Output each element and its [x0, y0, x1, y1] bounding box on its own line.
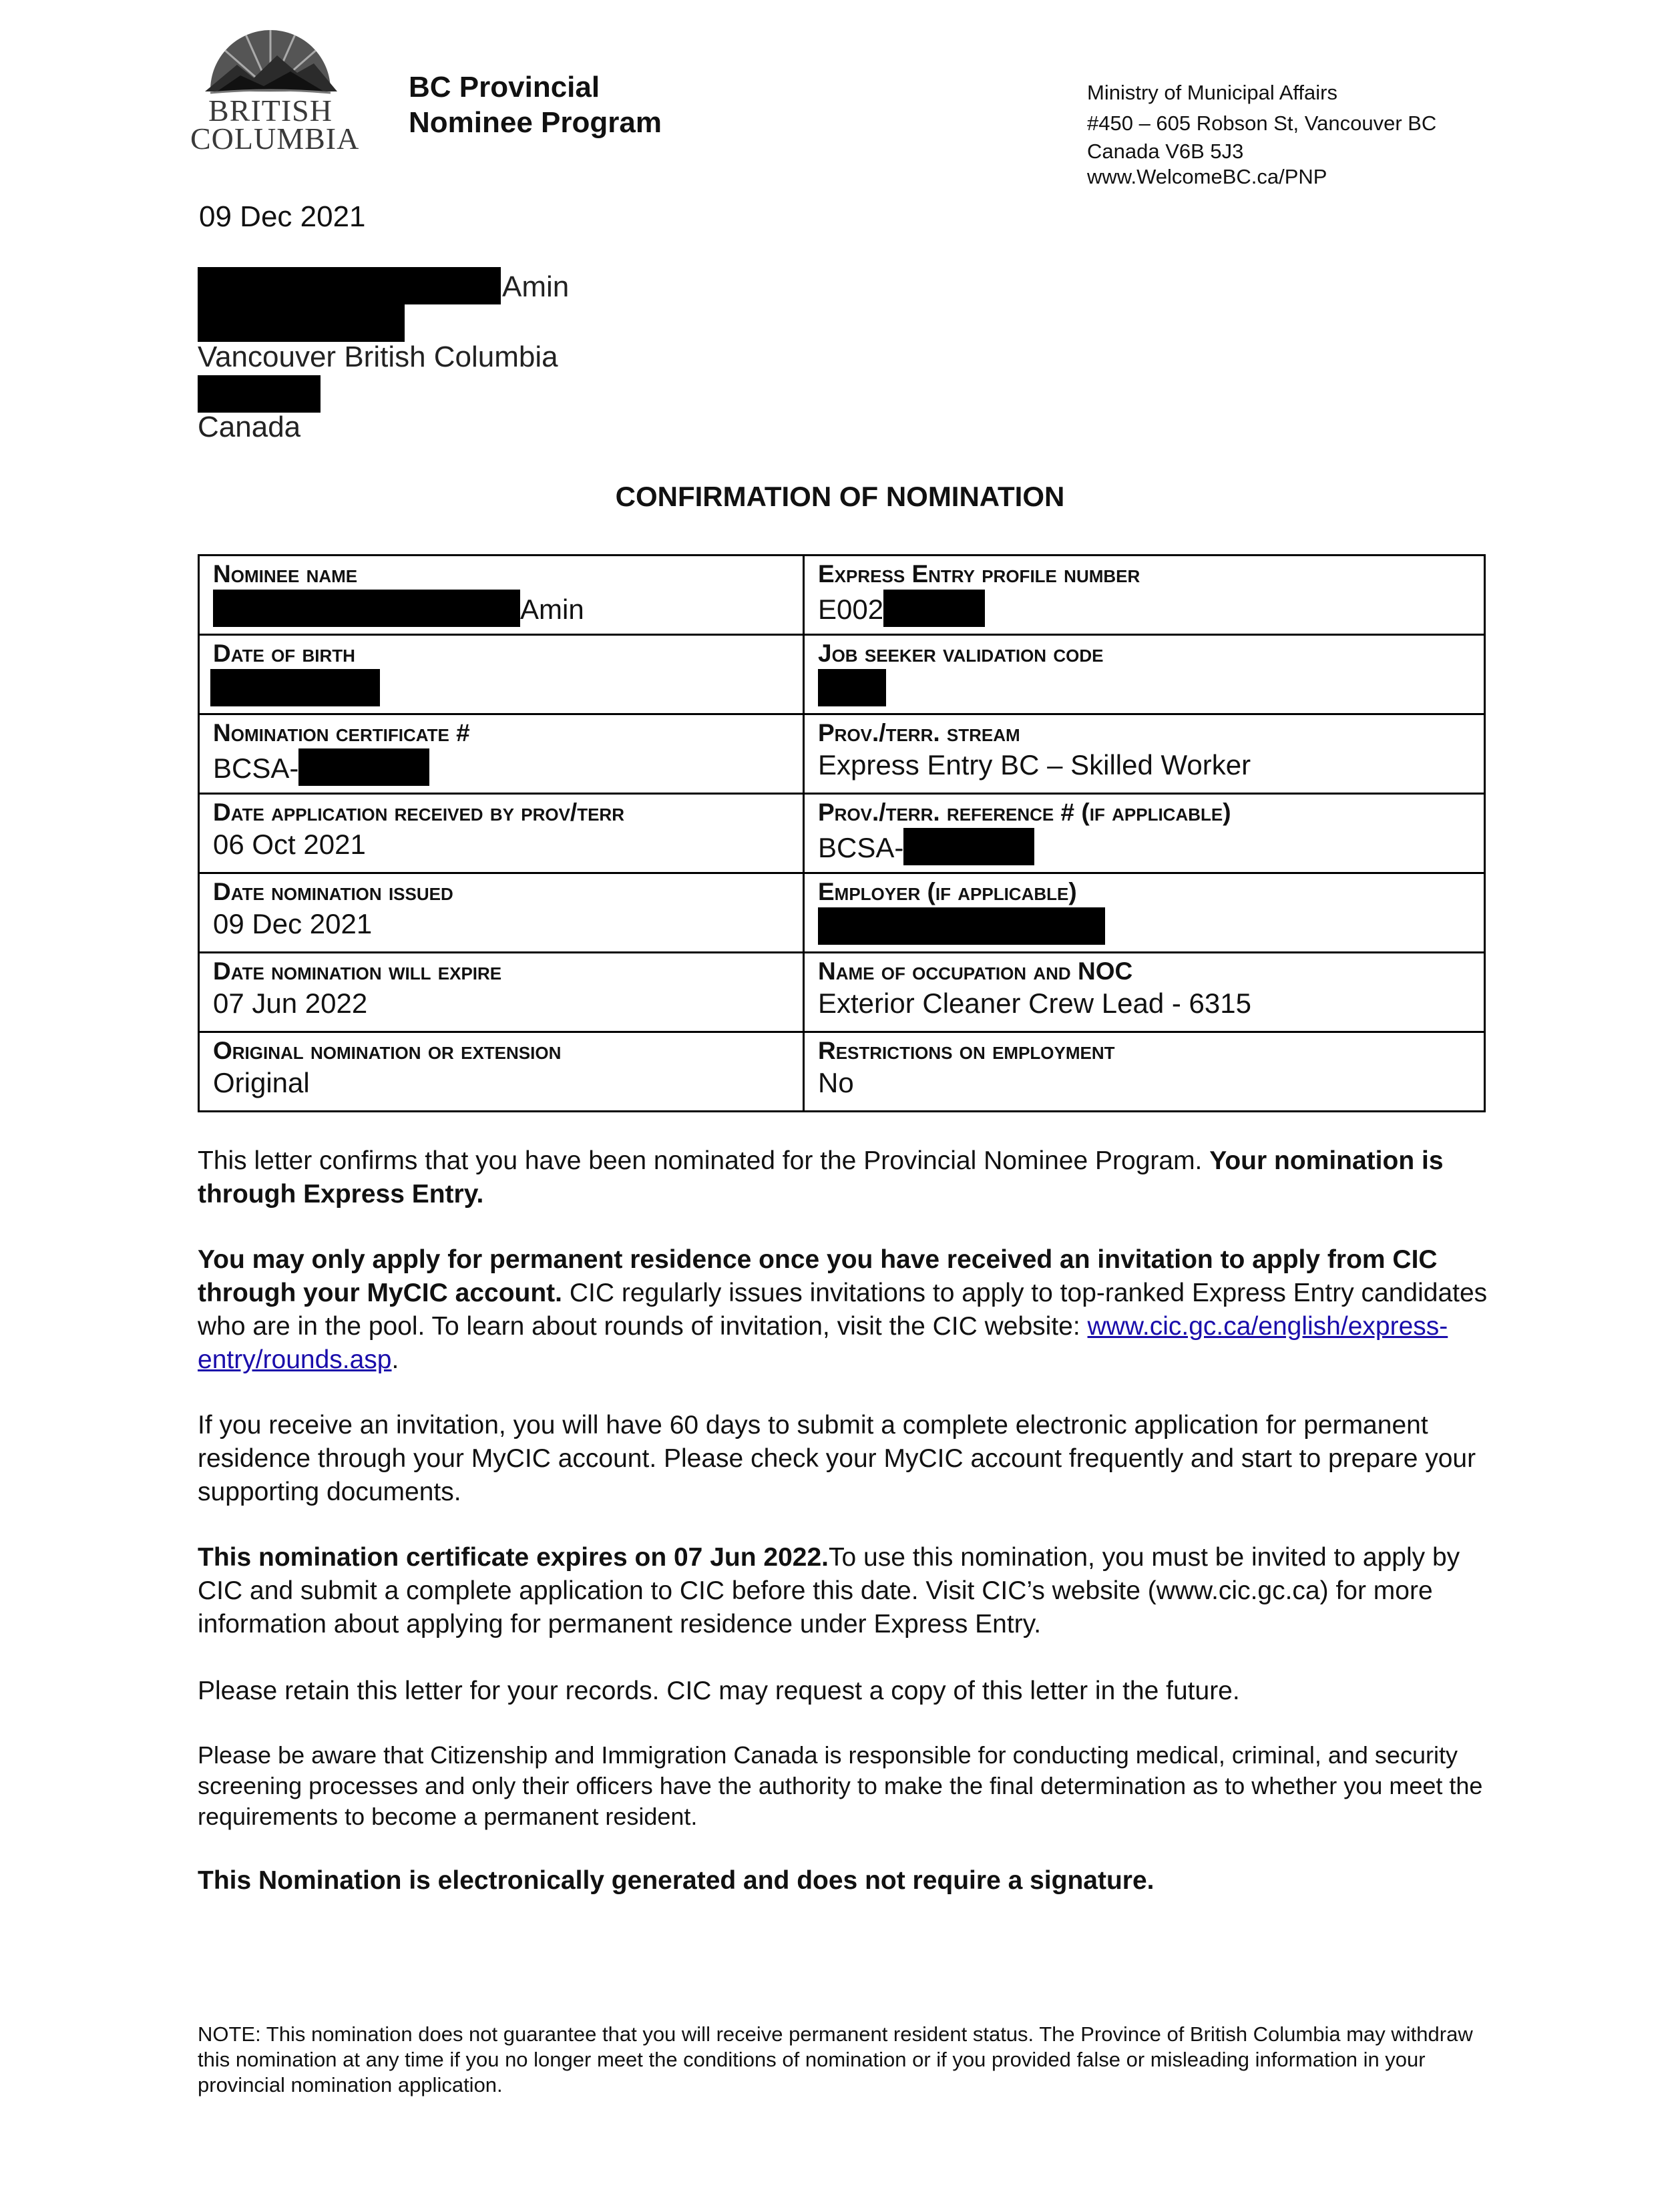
value-reference [818, 828, 1484, 865]
redaction [818, 669, 886, 706]
logo-word-columbia: COLUMBIA [190, 122, 360, 156]
recipient-city: Vancouver British Columbia [198, 341, 558, 373]
ministry-name: Ministry of Municipal Affairs [1087, 81, 1337, 104]
label-original: Original nomination or extension [213, 1037, 562, 1064]
reference-text: BCSA- [818, 832, 904, 863]
document-title: CONFIRMATION OF NOMINATION [615, 481, 1065, 512]
value-jsvc [818, 669, 1484, 706]
program-title [409, 69, 662, 140]
paragraph-invitation: If you receive an invitation, you will have 60 days to submit a complete electronic application for permanent residence through your MyCIC account. Please check your MyCIC account frequently and start to prepare your supporting documents. [198, 1411, 1476, 1506]
value-occupation: Exterior Cleaner Crew Lead - 6315 [818, 987, 1251, 1019]
value-cert [213, 748, 803, 786]
cell-ee-profile [804, 556, 1485, 635]
ministry-address [1087, 77, 1436, 190]
redaction [198, 304, 405, 342]
redaction [298, 748, 429, 786]
paragraph-retain: Please retain this letter for your records. CIC may request a copy of this letter in the future. [198, 1677, 1240, 1705]
label-dob: Date of birth [213, 640, 355, 667]
cell-stream [804, 714, 1485, 794]
label-nominee-name: Nominee name [213, 560, 358, 588]
rounds-link[interactable]: www.cic.gc.ca/english/express-entry/rounds.asp [198, 1312, 1448, 1374]
paragraph-expiry [198, 1541, 1493, 1641]
paragraph-screening: Please be aware that Citizenship and Immigration Canada is responsible for conducting medical, criminal, and security screening processes and only their officers have the authority to make the final determination as to whether you meet the requirements to become a permanent resident. [198, 1741, 1483, 1830]
recipient-country: Canada [198, 411, 301, 443]
value-restrictions: No [818, 1067, 854, 1098]
value-ee-profile [818, 590, 1484, 627]
value-received: 06 Oct 2021 [213, 829, 366, 860]
redaction [818, 907, 1105, 945]
value-nominee-name [213, 590, 803, 627]
label-expire: Date nomination will expire [213, 957, 502, 985]
value-stream: Express Entry BC – Skilled Worker [818, 749, 1251, 781]
recipient-name: Amin [502, 270, 570, 303]
p1-text: This letter confirms that you have been nominated for the Provincial Nominee Program. [198, 1146, 1210, 1175]
program-line-2: Nominee Program [409, 106, 662, 139]
cell-employer [804, 873, 1485, 953]
nomination-details-table [198, 554, 1486, 1112]
table-row [199, 635, 1485, 714]
paragraph-confirmation [198, 1144, 1493, 1211]
redaction [198, 375, 321, 413]
bc-logo [190, 17, 360, 157]
ministry-postal: Canada V6B 5J3 [1087, 140, 1244, 163]
redaction [210, 669, 380, 706]
redaction [903, 828, 1034, 865]
cell-jsvc [804, 635, 1485, 714]
p4-bold: This nomination certificate expires on 07 Jun 2022. [198, 1543, 829, 1572]
ee-profile-text: E002 [818, 594, 884, 625]
ministry-street: #450 – 605 Robson St, Vancouver BC [1087, 112, 1437, 135]
table-row [199, 953, 1485, 1032]
table-row [199, 873, 1485, 953]
cell-occupation [804, 953, 1485, 1032]
logo-word-british: BRITISH [208, 93, 333, 128]
label-restrictions: Restrictions on employment [818, 1037, 1115, 1064]
cell-restrictions [804, 1032, 1485, 1112]
table-row [199, 1032, 1485, 1112]
value-dob [213, 669, 803, 706]
redaction [213, 590, 520, 627]
redaction [198, 267, 501, 304]
value-original: Original [213, 1067, 310, 1098]
cell-reference [804, 794, 1485, 873]
paragraph-apply [198, 1243, 1493, 1377]
value-issued: 09 Dec 2021 [213, 908, 373, 939]
table-row [199, 794, 1485, 873]
sun-mountain-icon [190, 17, 351, 97]
value-employer [818, 907, 1484, 945]
label-issued: Date nomination issued [213, 878, 453, 905]
p2-end: . [391, 1345, 399, 1374]
nominee-name-text: Amin [520, 594, 584, 625]
label-received: Date application received by prov/terr [213, 799, 624, 826]
label-cert: Nomination certificate # [213, 719, 470, 746]
p2-text: CIC regularly issues invitations to apply to top-ranked Express Entry candidates who are in the pool. To learn about rounds of invitation, visit the CIC website: [198, 1279, 1488, 1341]
label-jsvc: Job seeker validation code [818, 640, 1104, 667]
cert-text: BCSA- [213, 752, 299, 784]
cell-received [199, 794, 804, 873]
label-ee-profile: Express Entry profile number [818, 560, 1140, 588]
table-row [199, 714, 1485, 794]
ministry-web: www.WelcomeBC.ca/PNP [1087, 165, 1327, 188]
label-occupation: Name of occupation and NOC [818, 957, 1133, 985]
redaction [883, 590, 985, 627]
cell-expire [199, 953, 804, 1032]
cell-original [199, 1032, 804, 1112]
paragraph-signature: This Nomination is electronically generated and does not require a signature. [198, 1866, 1154, 1895]
letter-date: 09 Dec 2021 [199, 200, 366, 233]
value-expire: 07 Jun 2022 [213, 987, 368, 1019]
program-line-1: BC Provincial [409, 71, 600, 103]
cell-nominee-name [199, 556, 804, 635]
label-reference: Prov./terr. reference # (if applicable) [818, 799, 1231, 826]
label-employer: Employer (if applicable) [818, 878, 1077, 905]
table-row [199, 556, 1485, 635]
p2-bold: You may only apply for permanent residence once you have received an invitation to apply from CIC through your MyCIC account. [198, 1245, 1438, 1307]
p4-text: To use this nomination, you must be invited to apply by CIC and submit a complete application to CIC before this date. Visit CIC’s website (www.cic.gc.ca) for more information about applying for permanent residence under Express Entry. [198, 1543, 1460, 1638]
cell-dob [199, 635, 804, 714]
footer-note: NOTE: This nomination does not guarantee that you will receive permanent resident status. The Province of British Columbia may withdraw this nomination at any time if you no longer meet the conditions of nomination or if you provided false or misleading information in your provincial nomination application. [198, 2022, 1473, 2097]
label-stream: Prov./terr. stream [818, 719, 1020, 746]
p1-bold: Your nomination is through Express Entry. [198, 1146, 1444, 1209]
cell-cert [199, 714, 804, 794]
cell-issued [199, 873, 804, 953]
